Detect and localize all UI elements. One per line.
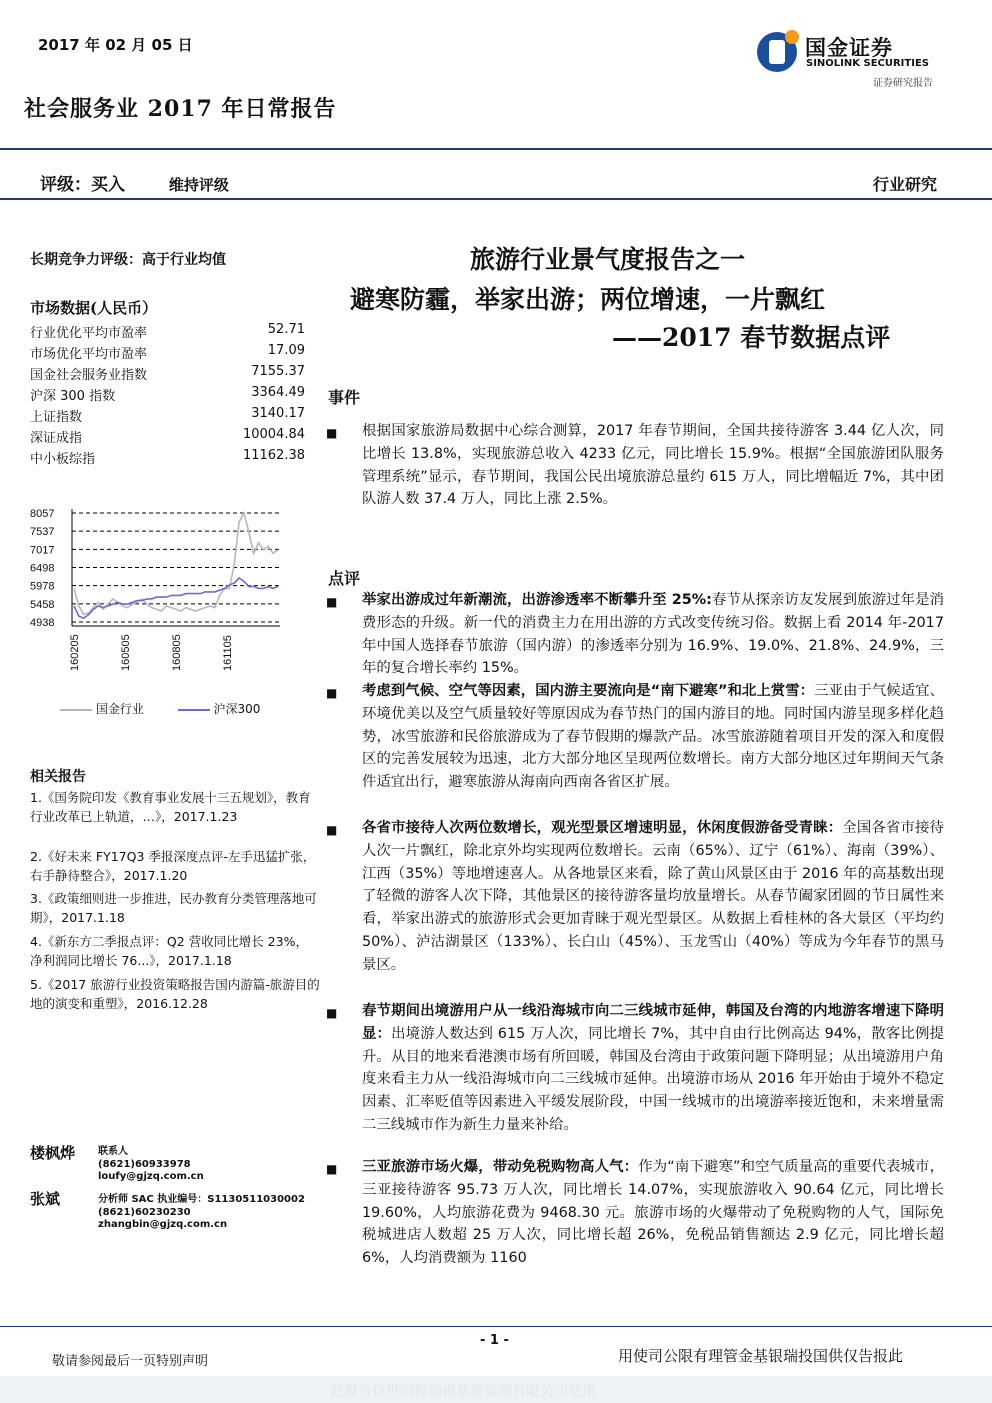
analyst-name: 张斌 [30,1190,61,1208]
comment-lead: 春节期间出境游用户从一线沿海城市向二三线城市延伸，韩国及台湾的内地游客增速下降明显： [362,1003,944,1042]
rating-value: 评级：买入 [40,175,125,195]
main-title-line3: ——2017 春节数据点评 [612,323,891,352]
sinolink-logo [757,30,947,90]
comment-body: 三亚由于气候适宜、环境优美以及空气质量较好等原因成为春节热门的国内游目的地。同时国内游呈现多样化趋势，冰雪旅游和民俗旅游成为了春节假期的爆款产品。冰雪旅游随着项目开发的深入和度假区的完善发展较为迅速，北方大部分地区呈现两位数增长。南方大部分地区过年期间天气条件适宜出行，避寒旅游从海南向西南各省区扩展。 [362,683,944,791]
bullet-icon: ■ [326,595,338,609]
market-label: 沪深 300 指数 [30,389,116,404]
logo-cn-text: 国金证券 [805,36,893,60]
market-value: 11162.38 [242,448,305,463]
comment-paragraph [362,589,944,680]
analyst-role: 分析师 SAC 执业编号：S1130511030002 [98,1194,305,1205]
market-row [30,364,305,385]
y-tick-label: 4938 [30,617,55,629]
page-number: - 1 - [480,1333,509,1348]
market-value: 7155.37 [251,364,305,379]
market-label: 市场优化平均市盈率 [30,347,148,362]
rating-note: 维持评级 [168,176,229,194]
analyst-contact [98,1194,305,1232]
related-report-item[interactable]: 5.《2017 旅游行业投资策略报告国内游篇-旅游目的地的演变和重塑》，2016.12.28 [30,977,320,1011]
market-row [30,406,305,427]
market-row [30,322,305,343]
related-reports-heading: 相关报告 [30,769,86,785]
comment-heading: 点评 [328,569,361,588]
market-row [30,343,305,364]
bullet-icon: ■ [326,1006,338,1020]
comment-body: 作为“南下避寒”和空气质量高的重要代表城市，三亚接待游客 95.73 万人次，同比增长 14.07%，实现旅游收入 90.64 亿元，同比增长 19.60%，人均旅游花费为 9468.30 元。旅游市场的火爆带动了免税购物的人气，国际免税城进店人数超 25 万人次，同比增长超 26%，免税品销售额达 2.9 亿元，同比增长超 6%，人均消费额为 1160 [362,1159,944,1267]
disclaimer-note: 敬请参阅最后一页特别声明 [52,1354,209,1369]
comment-paragraph [362,817,944,977]
market-label: 中小板综指 [30,452,96,467]
y-tick-label: 7537 [30,526,55,539]
event-heading: 事件 [328,388,361,407]
analyst-email[interactable]: zhangbin@gjzq.com.cn [98,1219,228,1230]
comment-paragraph [362,680,944,794]
market-value: 17.09 [267,343,305,358]
main-title-line1: 旅游行业景气度报告之一 [470,245,746,274]
report-date: 2017 年 02 月 05 日 [38,36,193,54]
comment-body: 出境游人数达到 615 万人次，同比增长 7%，其中自由行比例高达 94%，散客比例提升。从目的地来看港澳市场有所回暖，韩国及台湾由于政策问题下降明显；从出境游用户角度来看主力从一线沿海城市向二三线城市延伸。出境游市场从 2016 年开始由于境外不稳定因素、汇率贬值等因素进入平缓发展阶段，中国一线城市的出境游率接近饱和，未来增量需二三线城市作为新生力量来补给。 [362,1025,944,1133]
market-value: 52.71 [267,322,305,337]
index-line-chart [28,500,288,678]
x-tick-label: 160505 [120,634,132,671]
bullet-icon: ■ [326,426,338,440]
chart-legend [60,700,260,717]
related-report-item[interactable]: 1.《国务院印发《教育事业发展十三五规划》，教育行业改革已上轨道，…》，2017.1.23 [30,790,311,824]
related-report-item[interactable]: 3.《政策细则进一步推进，民办教育分类管理落地可期》，2017.1.18 [30,891,317,925]
main-title-line2: 避寒防霾，举家出游；两位增速，一片飘红 [350,285,826,314]
market-label: 行业优化平均市盈率 [30,326,148,341]
analyst-phone: (8621)60230230 [98,1206,191,1218]
related-report-item[interactable]: 4.《新东方二季报点评：Q2 营收同比增长 23%，净利润同比增长 76...》，2017.1.18 [30,934,308,968]
market-row [30,448,305,469]
legend-label-industry: 国金行业 [95,702,144,716]
analyst-contact [98,1146,204,1184]
x-tick-label: 160205 [69,634,81,671]
event-paragraph: 根据国家旅游局数据中心综合测算，2017 年春节期间，全国共接待游客 3.44 亿人次，同比增长 13.8%，实现旅游总收入 4233 亿元，同比增长 15.9%。根据“全国旅游团队服务管理系统”显示，春节期间，我国公民出境旅游总量约 615 万人，同比增幅近 7%，其中团队游人数 37.4 万人，同比上涨 2.5%。 [362,423,944,508]
header-divider-bottom [0,198,992,200]
comment-body: 春节从探亲访友发展到旅游过年是消费形态的升级。新一代的消费主力在用出游的方式改变传统习俗。数据上看 2014 年-2017 年中国人选择春节旅游（国内游）的渗透率分别为 16.9%、19.0%、21.8%、24.9%，三年的复合增长率约 15%。 [362,592,944,677]
market-label: 国金社会服务业指数 [30,368,148,383]
x-tick-label: 161105 [222,635,234,671]
y-tick-label: 8057 [30,508,55,520]
legend-label-hs300: 沪深300 [213,702,261,716]
category-label: 行业研究 [872,175,937,194]
bullet-icon: ■ [326,686,338,700]
comment-paragraph [362,1156,944,1270]
market-value: 3364.49 [251,385,305,400]
comment-paragraph [362,1000,944,1137]
logo-subtitle: 证券研究报告 [873,78,933,89]
analyst-email[interactable]: loufy@gjzq.com.cn [98,1171,204,1182]
analyst-role: 联系人 [98,1146,128,1157]
market-value: 10004.84 [242,427,305,442]
comment-lead: 考虑到气候、空气等因素，国内游主要流向是“南下避寒”和北上赏雪： [362,683,815,699]
y-tick-label: 5458 [30,598,55,611]
market-value: 3140.17 [251,406,305,421]
logo-en-text: SINOLINK SECURITIES [806,58,929,69]
legend-swatch-industry [60,709,92,711]
market-label: 上证指数 [30,410,83,425]
x-tick-label: 160805 [171,634,183,671]
y-tick-label: 6498 [30,562,55,575]
long-term-rating: 长期竞争力评级：高于行业均值 [30,252,226,268]
usage-watermark: 此报告仅供国投瑞银基金管理有限公司使用 [330,1384,596,1400]
bullet-icon: ■ [326,823,338,837]
y-tick-label: 5978 [30,580,55,593]
analyst-phone: (8621)60933978 [98,1158,191,1170]
header-divider-top [0,148,992,150]
market-row [30,427,305,448]
legend-swatch-hs300 [178,709,210,711]
comment-body: 全国各省市接待人次一片飘红，除北京外均实现两位数增长。云南（65%）、辽宁（61%）、海南（39%）、江西（35%）等地增速喜人。从各地景区来看，除了黄山风景区由于 2016 年的高基数出现了轻微的游客人次下降，其他景区的接待游客量均放量增长。从春节阖家团圆的节日属性来看，举家出游式的旅游形式会更加青睐于观光型景区。从数据上看桂林的各大景区（平均约 50%）、泸沽湖景区（133%）、长白山（45%）、玉龙雪山（40%）等成为今年春节的黑马景区。 [362,820,944,973]
market-label: 深证成指 [30,431,83,446]
series-line-industry [74,513,278,614]
related-report-item[interactable]: 2.《好未来 FY17Q3 季报深度点评-左手迅猛扩张，右手静待整合》，2017.1.20 [30,849,316,883]
bullet-icon: ■ [326,1162,338,1176]
logo-dot-icon [785,30,799,44]
y-tick-label: 7017 [30,544,55,557]
rating-bar [40,170,267,195]
footer-mirrored-text: 用使司公限有理管金基银瑞投国供仅告报此 [618,1347,904,1365]
series-line-hs300 [74,578,278,618]
analyst-name: 楼枫烨 [30,1144,76,1162]
market-row [30,385,305,406]
report-title: 社会服务业 2017 年日常报告 [24,96,337,122]
market-data-heading: 市场数据(人民币） [30,299,158,317]
footer-divider [0,1326,992,1327]
comment-lead: 各省市接待人次两位数增长，观光型景区增速明显，休闲度假游备受青睐： [362,820,843,836]
comment-lead: 三亚旅游市场火爆，带动免税购物高人气： [362,1159,639,1175]
comment-lead: 举家出游成过年新潮流，出游渗透率不断攀升至 25%: [362,592,712,608]
